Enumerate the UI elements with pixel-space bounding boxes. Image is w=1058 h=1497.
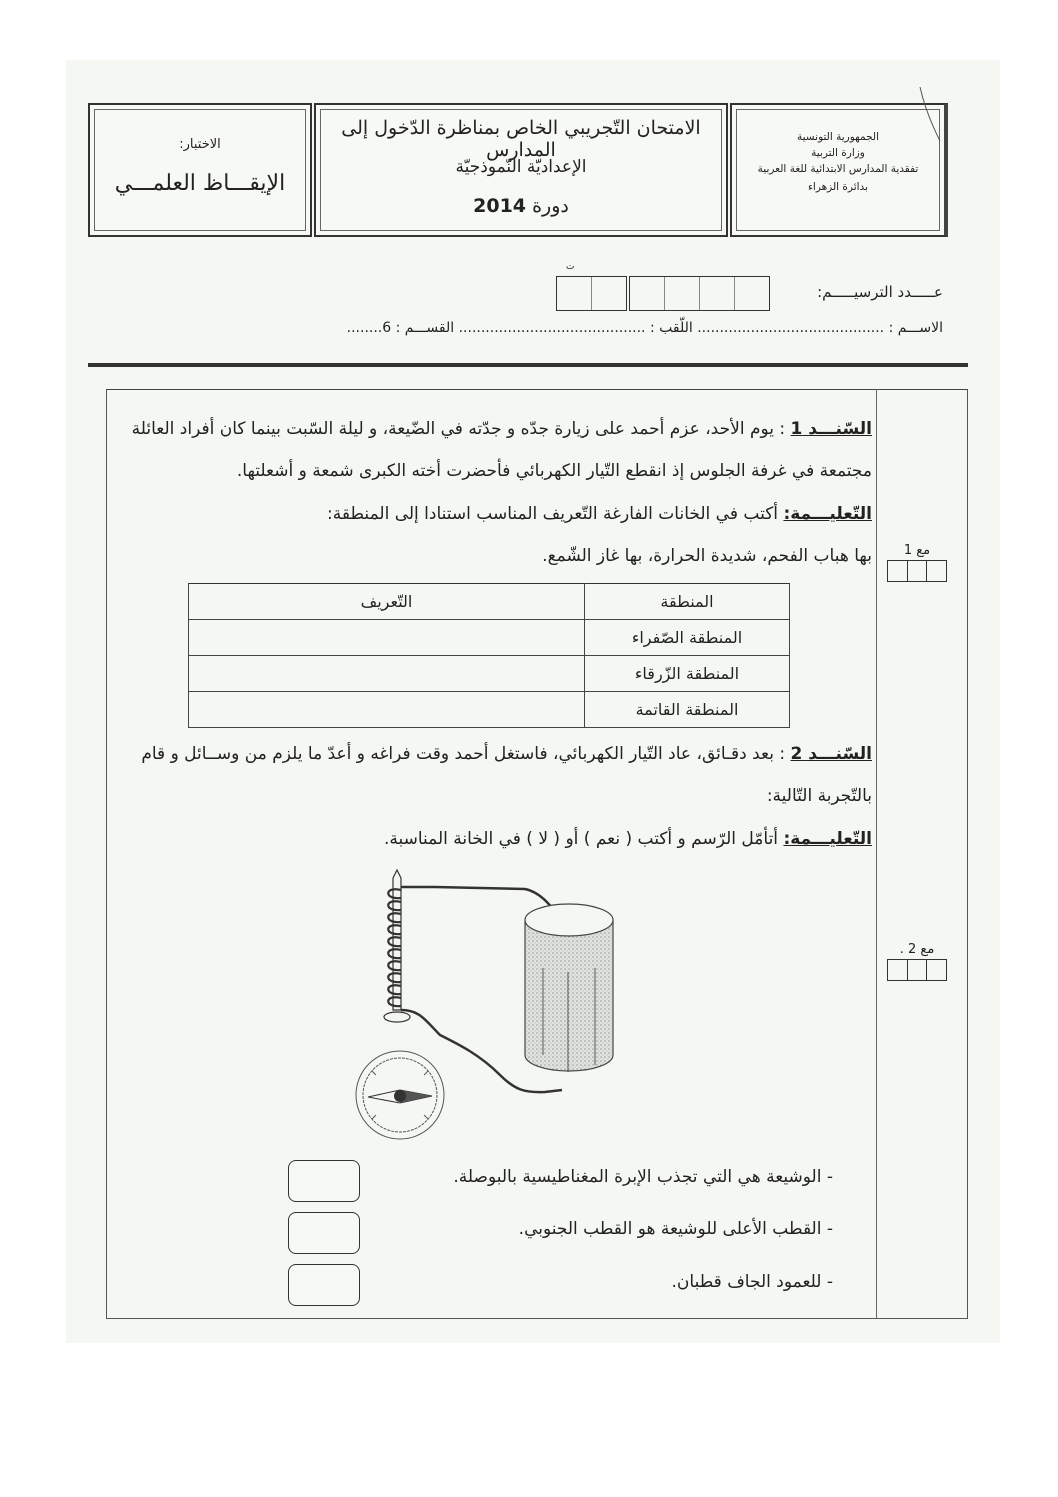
score-cell [926, 561, 946, 581]
zone-name: المنطقة الزّرقاء [585, 656, 790, 692]
registration-label: عـــــدد الترسيـــــم: [817, 283, 943, 301]
instruction2-text: أتأمّل الرّسم و أكتب ( نعم ) أو ( لا ) في الخانة المناسبة. [383, 829, 779, 849]
definition-input[interactable] [189, 620, 585, 656]
institution-line: تفقدية المدارس الابتدائية للغة العربية [757, 163, 919, 175]
statement-1: - الوشيعة هي التي تجذب الإبرة المغناطيسية بالبوصلة. [453, 1167, 833, 1187]
score-cell [907, 960, 927, 980]
name-label: الاســـم : [888, 320, 943, 336]
doc1-paragraph [122, 408, 872, 492]
table-row [189, 656, 790, 692]
score-box-2 [887, 942, 947, 981]
instruction2-label: التّعليـــمة: [783, 829, 872, 849]
instruction2 [122, 818, 872, 860]
electromagnet-diagram [340, 860, 640, 1160]
compass-icon [356, 1051, 444, 1139]
registration-cell[interactable] [664, 277, 699, 310]
surname-field[interactable]: .......................................... [458, 320, 646, 336]
name-field[interactable]: .......................................... [697, 320, 885, 336]
exam-title-line2: الإعداديّة النّموذجيّة [455, 157, 587, 177]
exam-title-box [314, 103, 728, 237]
hint-text: بها هباب الفحم، شديدة الحرارة، بها غاز الشّمع. [542, 546, 872, 566]
registration-cell[interactable] [699, 277, 734, 310]
class-label: القســـم : [395, 320, 455, 336]
registration-number-boxes[interactable] [556, 276, 772, 309]
instruction1-text: أكتب في الخانات الفارغة التّعريف المناسب استنادا إلى المنطقة: [327, 504, 779, 524]
institution-line: بدائرة الزهراء [807, 181, 868, 193]
definition-input[interactable] [189, 656, 585, 692]
definition-input[interactable] [189, 692, 585, 728]
doc1-label: السّنـــد 1 [790, 419, 872, 439]
flame-zones-table [188, 583, 790, 728]
doc1-text: : يوم الأحد، عزم أحمد على زيارة جدّه و جدّته في الضّيعة، و ليلة السّبت بينما كان أفراد العائلة مجتمعة في غرفة الجلوس إذ انقطع التّيار الكهربائي فأحضرت أخته الكبرى شمعة و أشعلتها. [131, 419, 872, 481]
score-cell [926, 960, 946, 980]
class-field[interactable]: 6........ [346, 320, 392, 336]
header-zone: المنطقة [585, 584, 790, 620]
subject-box [88, 103, 312, 237]
doc2-paragraph [122, 733, 872, 817]
registration-cell[interactable] [630, 277, 664, 310]
score-label-1: مع 1 [903, 543, 931, 558]
score-cell [907, 561, 927, 581]
table-row [189, 692, 790, 728]
answer-box-1[interactable] [288, 1160, 360, 1202]
session-year: 2014 [473, 195, 527, 217]
exam-label: الاختبار: [179, 137, 221, 152]
table-row [189, 620, 790, 656]
score-box-1 [887, 543, 947, 582]
exam-session [316, 195, 726, 217]
zone-name: المنطقة الصّفراء [585, 620, 790, 656]
answer-box-3[interactable] [288, 1264, 360, 1306]
doc2-label: السّنـــد 2 [790, 744, 872, 764]
battery-icon [525, 904, 613, 1072]
score-column-divider [876, 389, 877, 1319]
registration-cell[interactable] [591, 277, 626, 310]
score-label-2: مع 2 . [899, 942, 935, 957]
registration-cell[interactable] [557, 277, 591, 310]
header-divider [88, 363, 968, 367]
statement-2: - القطب الأعلى للوشيعة هو القطب الجنوبي. [518, 1219, 833, 1239]
registration-group[interactable] [629, 276, 770, 311]
zone-name: المنطقة القاتمة [585, 692, 790, 728]
table-header-row [189, 584, 790, 620]
pen-mark [910, 85, 950, 145]
instruction1-label: التّعليـــمة: [783, 504, 872, 524]
student-info-line [118, 320, 943, 336]
registration-mark: ت [566, 262, 575, 272]
registration-group[interactable] [556, 276, 627, 311]
score-cell [888, 561, 907, 581]
institution-line: الجمهورية التونسية [797, 131, 879, 143]
institution-line: وزارة التربية [811, 147, 865, 159]
session-word: دورة [532, 195, 569, 217]
exam-title-line1: الامتحان التّجريبي الخاص بمناظرة الدّخول إلى المدارس [341, 117, 701, 161]
doc2-text: : بعد دقـائق، عاد التّيار الكهربائي، فاستغل أحمد وقت فراغه و أعدّ ما يلزم من وســائل و قام بالتّجربة التّالية: [141, 744, 872, 806]
score-cell [888, 960, 907, 980]
statement-3: - للعمود الجاف قطبان. [671, 1272, 833, 1292]
header-definition: التّعريف [189, 584, 585, 620]
instruction1 [122, 493, 872, 535]
subject-title: الإيقـــاظ العلمـــي [114, 171, 286, 196]
surname-label: اللّقب : [649, 320, 693, 336]
answer-box-2[interactable] [288, 1212, 360, 1254]
registration-cell[interactable] [734, 277, 769, 310]
